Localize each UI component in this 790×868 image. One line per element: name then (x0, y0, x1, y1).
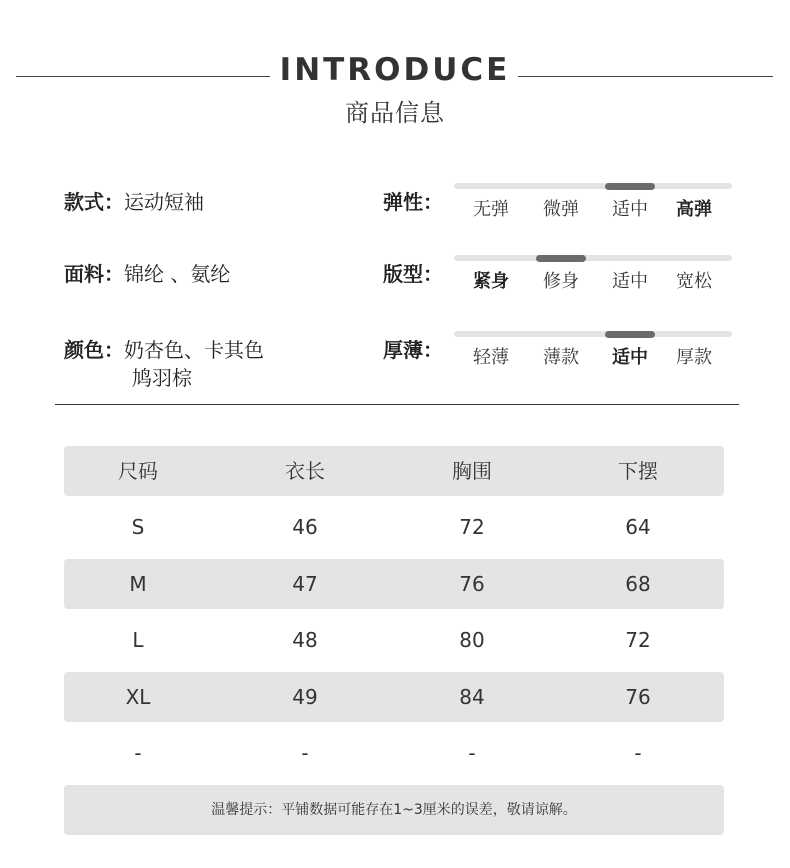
table-header-cell: 下摆 (618, 459, 658, 483)
attr-fabric-value: 锦纶 、氨纶 (124, 262, 231, 286)
scale-track (454, 183, 732, 189)
scale-option: 修身 (543, 271, 579, 292)
table-cell: XL (125, 685, 151, 709)
table-cell: - (301, 741, 309, 765)
table-cell: 47 (292, 572, 318, 596)
table-cell: - (134, 741, 142, 765)
scale-option: 适中 (612, 271, 648, 292)
table-cell: - (634, 741, 642, 765)
table-header-cell: 衣长 (285, 459, 325, 483)
attr-color-value-line2: 鸠羽棕 (132, 366, 192, 390)
attr-color-value: 奶杏色、卡其色 (124, 338, 264, 362)
table-cell: 76 (625, 685, 651, 709)
measurement-note: 温馨提示：平铺数据可能存在1~3厘米的误差，敬请谅解。 (64, 785, 724, 835)
scale-option: 厚款 (676, 347, 712, 368)
table-cell: 84 (459, 685, 485, 709)
table-cell: L (132, 628, 144, 652)
scale-option: 紧身 (473, 271, 509, 292)
table-cell: 49 (292, 685, 318, 709)
scale-track (454, 331, 732, 337)
scale-indicator (605, 183, 655, 190)
table-cell: 72 (625, 628, 651, 652)
attr-style-key: 款式： (64, 190, 124, 214)
section-divider (55, 404, 739, 405)
scale-indicator (605, 331, 655, 338)
attr-color (64, 336, 264, 364)
page-title-cn: 商品信息 (345, 99, 445, 127)
table-cell: 46 (292, 515, 318, 539)
scale-option: 宽松 (676, 271, 712, 292)
scale-track (454, 255, 732, 261)
scale-indicator (536, 255, 586, 262)
attr-style (64, 188, 204, 216)
page-title-en: INTRODUCE (279, 52, 511, 88)
table-header-cell: 尺码 (118, 459, 158, 483)
scale-label: 弹性： (383, 190, 443, 214)
scale-option: 微弹 (543, 199, 579, 220)
table-cell: 48 (292, 628, 318, 652)
scale-option: 薄款 (543, 347, 579, 368)
table-cell: 68 (625, 572, 651, 596)
table-cell: 72 (459, 515, 485, 539)
scale-option: 轻薄 (473, 347, 509, 368)
attr-fabric-key: 面料： (64, 262, 124, 286)
table-cell: S (131, 515, 145, 539)
table-cell: 76 (459, 572, 485, 596)
scale-label: 版型： (383, 262, 443, 286)
table-cell: - (468, 741, 476, 765)
table-cell: 80 (459, 628, 485, 652)
scale-option: 高弹 (676, 199, 712, 220)
table-cell: M (129, 572, 147, 596)
attr-color-key: 颜色： (64, 338, 124, 362)
scale-option: 适中 (612, 347, 648, 368)
attr-fabric (64, 260, 230, 288)
scale-label: 厚薄： (383, 338, 443, 362)
scale-option: 无弹 (473, 199, 509, 220)
table-header-cell: 胸围 (452, 459, 492, 483)
scale-option: 适中 (612, 199, 648, 220)
attr-style-value: 运动短袖 (124, 190, 204, 214)
table-cell: 64 (625, 515, 651, 539)
